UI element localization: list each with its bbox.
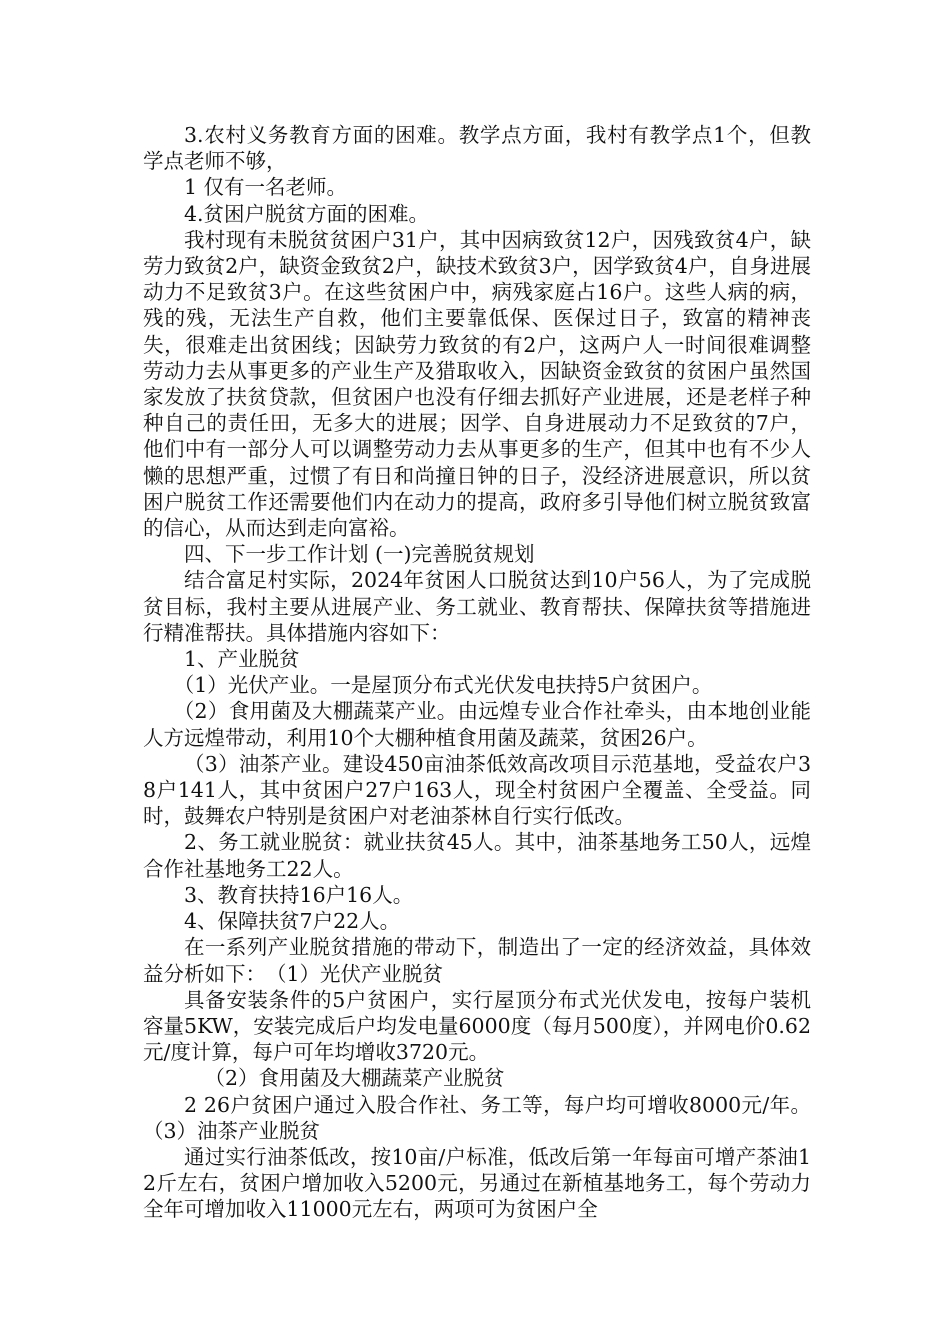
section-heading-next-plan: 四、下一步工作计划 (一)完善脱贫规划 bbox=[184, 542, 535, 567]
paragraph-employment: 2、务工就业脱贫：就业扶贫45人。其中，油茶基地务工50人，远煌合作社基地务工22人。 bbox=[143, 830, 811, 881]
paragraph-poverty-difficulty-heading: 4.贫困户脱贫方面的困难。 bbox=[184, 201, 430, 226]
paragraph-security-support: 4、保障扶贫7户22人。 bbox=[184, 909, 401, 934]
subheading-industry-poverty-relief: 1、产业脱贫 bbox=[184, 647, 300, 672]
paragraph-photovoltaic-benefit: 具备安装条件的5户贫困户，实行屋顶分布式光伏发电，按每户装机容量5KW，安装完成后户均发电量6000度（每月500度），并网电价0.62元/度计算，每户可年均增收3720元。 bbox=[143, 987, 811, 1065]
paragraph-benefits-intro: 在一系列产业脱贫措施的带动下，制造出了一定的经济效益，具体效益分析如下： （1）光伏产业脱贫 bbox=[143, 935, 811, 986]
paragraph-photovoltaic-industry: （1）光伏产业。一是屋顶分布式光伏发电扶持5户贫困户。 bbox=[173, 673, 713, 698]
paragraph-mushroom-greenhouse: （2）食用菌及大棚蔬菜产业。由远煌专业合作社牵头，由本地创业能人方远煌带动，利用10个大棚种植食用菌及蔬菜，贫困26户。 bbox=[143, 699, 811, 750]
paragraph-mushroom-benefit: 2 26户贫困户通过入股合作社、务工等，每户均可增收8000元/年。（3）油茶产业脱贫 bbox=[143, 1092, 811, 1143]
paragraph-plan-overview: 结合富足村实际，2024年贫困人口脱贫达到10户56人，为了完成脱贫目标，我村主要从进展产业、务工就业、教育帮扶、保障扶贫等措施进行精准帮扶。具体措施内容如下： bbox=[143, 568, 811, 645]
document-body bbox=[143, 122, 811, 1223]
paragraph-education-difficulty: 3.农村义务教育方面的困难。教学点方面，我村有教学点1个，但教学点老师不够， bbox=[143, 123, 811, 174]
paragraph-camellia-oil: （3）油茶产业。建设450亩油茶低效高改项目示范基地，受益农户38户141人，其中贫困户27户163人，现全村贫困户全覆盖、全受益。同时，鼓舞农户特别是贫困户对老油茶林自行实行低改。 bbox=[143, 751, 811, 829]
paragraph-education-support: 3、教育扶持16户16人。 bbox=[184, 882, 414, 907]
paragraph-poverty-analysis: 我村现有未脱贫贫困户31户，其中因病致贫12户，因残致贫4户，缺劳力致贫2户，缺资金致贫2户，缺技术致贫3户，因学致贫4户，自身进展动力不足致贫3户。在这些贫困户中，病残家庭占16户。这些人病的病，残的残，无法生产自救，他们主要靠低保、医保过日子，致富的精神丧失，很难走出贫困线；因缺劳力致贫的有2户，这两户人一时间很难调整劳动力去从事更多的产业生产及猎取收入，因缺资金致贫的贫困户虽然国家发放了扶贫贷款，但贫困户也没有仔细去抓好产业进展，还是老样子种种自己的责任田，无多大的进展；因学、自身进展动力不足致贫的7户，他们中有一部分人可以调整劳动力去从事更多的生产，但其中也有不少人懒的思想严重，过惯了有日和尚撞日钟的日子，没经济进展意识，所以贫困户脱贫工作还需要他们内在动力的提高，政府多引导他们树立脱贫致富的信心，从而达到走向富裕。 bbox=[143, 227, 811, 541]
paragraph-one-teacher: 1 仅有一名老师。 bbox=[184, 175, 348, 200]
subheading-mushroom-benefit: （2）食用菌及大棚蔬菜产业脱贫 bbox=[204, 1066, 505, 1091]
paragraph-camellia-benefit: 通过实行油茶低改，按10亩/户标准，低改后第一年每亩可增产茶油12斤左右，贫困户增加收入5200元，另通过在新植基地务工，每个劳动力全年可增加收入11000元左右，两项可为贫困户全 bbox=[143, 1144, 811, 1222]
